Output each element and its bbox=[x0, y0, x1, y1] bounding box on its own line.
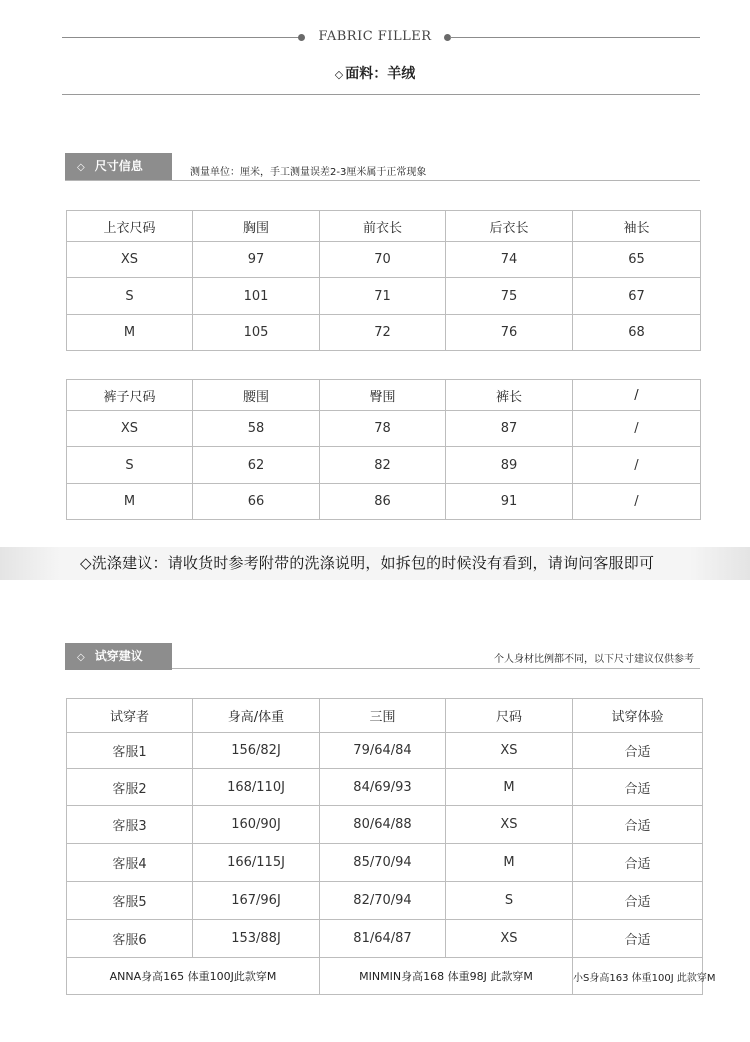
table-cell: 71 bbox=[320, 278, 446, 315]
table-cell: / bbox=[573, 411, 701, 447]
fit-table bbox=[66, 698, 716, 995]
table-header-cell: 前衣长 bbox=[320, 211, 446, 242]
table-cell: / bbox=[573, 447, 701, 484]
size-section-title: 尺寸信息 bbox=[94, 159, 143, 173]
table-header-cell: 后衣长 bbox=[446, 211, 573, 242]
table-cell: 156/82J bbox=[193, 733, 320, 769]
fit-footer-row bbox=[67, 958, 703, 995]
table-cell: 81/64/87 bbox=[320, 920, 446, 958]
wash-advice: ◇洗涤建议：请收货时参考附带的洗涤说明，如拆包的时候没有看到，请询问客服即可 bbox=[0, 547, 750, 580]
table-row bbox=[67, 315, 701, 351]
table-cell: 合适 bbox=[573, 769, 703, 806]
table-cell: S bbox=[67, 278, 193, 315]
table-cell: 合适 bbox=[573, 844, 703, 882]
table-row bbox=[67, 733, 703, 769]
fabric-info bbox=[0, 63, 750, 83]
table-row bbox=[67, 882, 703, 920]
table-cell: 85/70/94 bbox=[320, 844, 446, 882]
table-cell: 105 bbox=[193, 315, 320, 351]
table-cell: 78 bbox=[320, 411, 446, 447]
table-header-cell: 臀围 bbox=[320, 380, 446, 411]
table-cell: 76 bbox=[446, 315, 573, 351]
table-cell: M bbox=[446, 844, 573, 882]
header-rule-right bbox=[450, 37, 700, 38]
table-cell: 70 bbox=[320, 242, 446, 278]
table-header-row bbox=[67, 211, 701, 242]
table-cell: 65 bbox=[573, 242, 701, 278]
table-row bbox=[67, 844, 703, 882]
table-cell: 客服2 bbox=[67, 769, 193, 806]
table-cell: 客服3 bbox=[67, 806, 193, 844]
table-cell: 82 bbox=[320, 447, 446, 484]
size-section-tab bbox=[65, 153, 172, 180]
table-header-row bbox=[67, 380, 701, 411]
table-cell: 合适 bbox=[573, 806, 703, 844]
table-cell: 58 bbox=[193, 411, 320, 447]
table-cell: XS bbox=[446, 806, 573, 844]
table-cell: 客服4 bbox=[67, 844, 193, 882]
table-cell: 66 bbox=[193, 484, 320, 520]
table-cell: 合适 bbox=[573, 882, 703, 920]
size-section-note: 测量单位：厘米，手工测量误差2-3厘米属于正常现象 bbox=[190, 167, 427, 178]
fit-section-note: 个人身材比例都不同，以下尺寸建议仅供参考 bbox=[494, 654, 694, 665]
table-cell: 合适 bbox=[573, 920, 703, 958]
table-cell: XS bbox=[67, 411, 193, 447]
top-size-table bbox=[66, 210, 701, 351]
fit-section-tab bbox=[65, 643, 172, 670]
table-cell: 89 bbox=[446, 447, 573, 484]
table-header-cell: 三围 bbox=[320, 699, 446, 733]
fit-footer-note: MINMIN身高168 体重98J 此款穿M bbox=[320, 958, 573, 995]
size-section-rule bbox=[65, 180, 700, 181]
table-cell: XS bbox=[67, 242, 193, 278]
table-header-cell: 裤长 bbox=[446, 380, 573, 411]
table-header-cell: 袖长 bbox=[573, 211, 701, 242]
table-cell: XS bbox=[446, 733, 573, 769]
table-cell: 68 bbox=[573, 315, 701, 351]
pants-size-table bbox=[66, 379, 701, 520]
diamond-icon: ◇ bbox=[77, 652, 85, 663]
header-title: FABRIC FILLER bbox=[318, 29, 432, 44]
table-cell: 合适 bbox=[573, 733, 703, 769]
table-cell: 153/88J bbox=[193, 920, 320, 958]
fabric-text: 面料：羊绒 bbox=[345, 66, 416, 82]
table-cell: S bbox=[67, 447, 193, 484]
fit-section-title: 试穿建议 bbox=[94, 649, 143, 663]
table-cell: M bbox=[446, 769, 573, 806]
table-cell: 168/110J bbox=[193, 769, 320, 806]
table-header-cell: 试穿体验 bbox=[573, 699, 703, 733]
table-row bbox=[67, 484, 701, 520]
table-row bbox=[67, 242, 701, 278]
table-header-cell: 身高/体重 bbox=[193, 699, 320, 733]
fit-footer-note: 小S身高163 体重100J 此款穿M bbox=[573, 958, 703, 995]
table-cell: 72 bbox=[320, 315, 446, 351]
table-cell: 166/115J bbox=[193, 844, 320, 882]
table-header-cell: 胸围 bbox=[193, 211, 320, 242]
table-cell: 客服5 bbox=[67, 882, 193, 920]
table-cell: 75 bbox=[446, 278, 573, 315]
table-cell: 82/70/94 bbox=[320, 882, 446, 920]
table-header-row bbox=[67, 699, 703, 733]
header-divider bbox=[62, 94, 700, 95]
table-header-cell: 试穿者 bbox=[67, 699, 193, 733]
table-cell: 80/64/88 bbox=[320, 806, 446, 844]
table-cell: 客服6 bbox=[67, 920, 193, 958]
table-cell: M bbox=[67, 315, 193, 351]
table-cell: S bbox=[446, 882, 573, 920]
table-cell: 97 bbox=[193, 242, 320, 278]
table-row bbox=[67, 278, 701, 315]
table-cell: 86 bbox=[320, 484, 446, 520]
table-cell: 客服1 bbox=[67, 733, 193, 769]
table-cell: 74 bbox=[446, 242, 573, 278]
table-cell: 84/69/93 bbox=[320, 769, 446, 806]
table-cell: 91 bbox=[446, 484, 573, 520]
table-header-cell: 裤子尺码 bbox=[67, 380, 193, 411]
table-header-cell: 上衣尺码 bbox=[67, 211, 193, 242]
table-cell: 167/96J bbox=[193, 882, 320, 920]
table-row bbox=[67, 411, 701, 447]
table-row bbox=[67, 447, 701, 484]
table-cell: 67 bbox=[573, 278, 701, 315]
table-cell: 101 bbox=[193, 278, 320, 315]
table-row bbox=[67, 806, 703, 844]
table-row bbox=[67, 769, 703, 806]
table-cell: 160/90J bbox=[193, 806, 320, 844]
diamond-icon: ◇ bbox=[334, 68, 344, 81]
table-cell: XS bbox=[446, 920, 573, 958]
header-rule-left bbox=[62, 37, 302, 38]
table-cell: 79/64/84 bbox=[320, 733, 446, 769]
table-header-cell: / bbox=[573, 380, 701, 411]
table-header-cell: 尺码 bbox=[446, 699, 573, 733]
fit-footer-note: ANNA身高165 体重100J此款穿M bbox=[67, 958, 320, 995]
table-header-cell: 腰围 bbox=[193, 380, 320, 411]
table-cell: M bbox=[67, 484, 193, 520]
table-cell: 87 bbox=[446, 411, 573, 447]
diamond-icon: ◇ bbox=[77, 162, 85, 173]
table-cell: 62 bbox=[193, 447, 320, 484]
table-cell: / bbox=[573, 484, 701, 520]
table-row bbox=[67, 920, 703, 958]
